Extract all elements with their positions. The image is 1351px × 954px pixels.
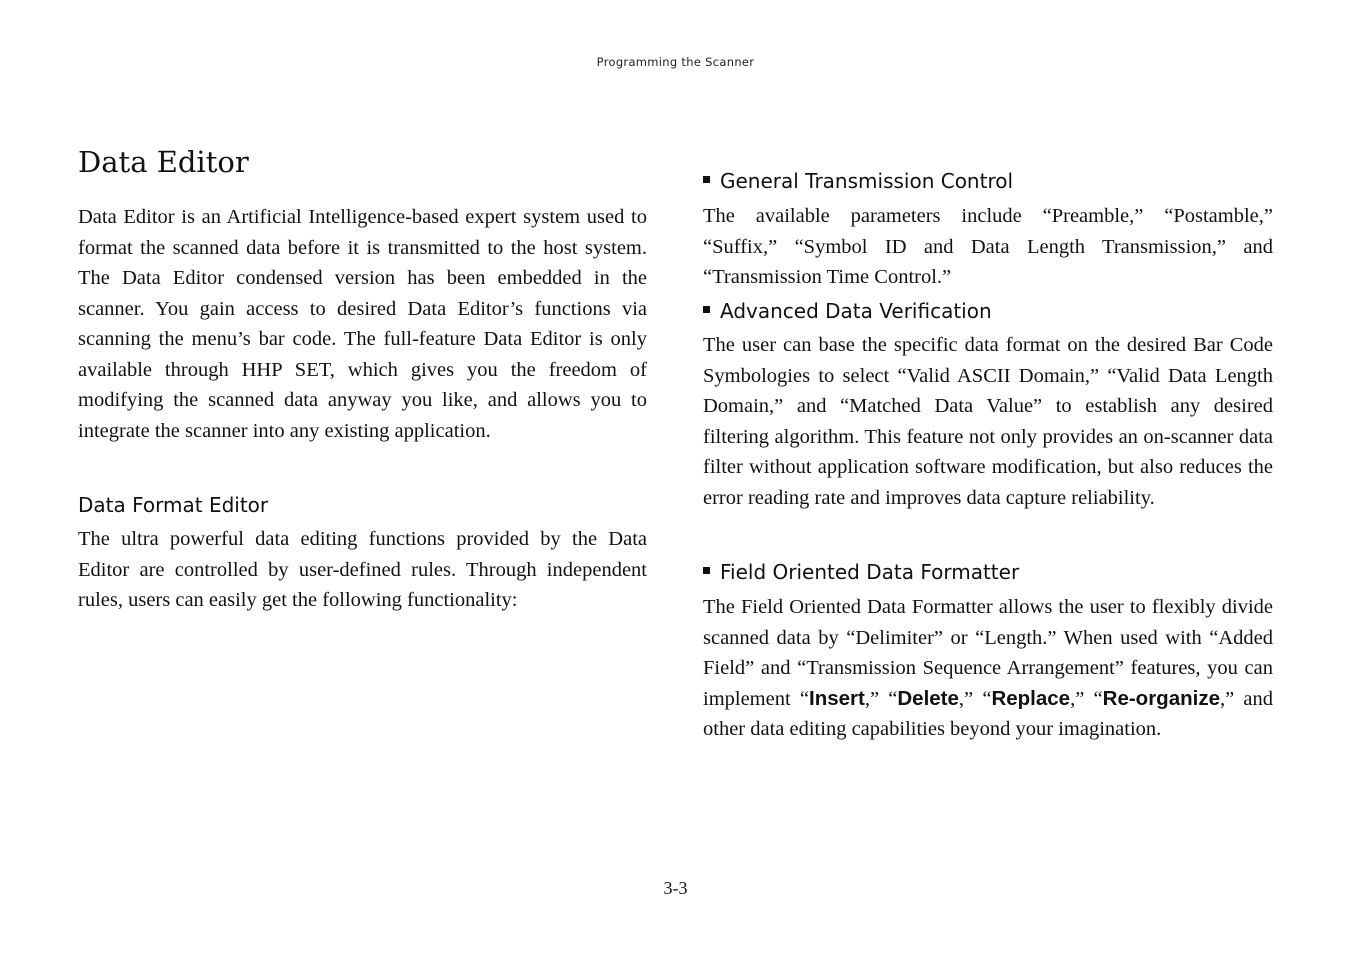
intro-paragraph: Data Editor is an Artificial Intelligence-based expert system used to format the scanned data before it is transmitted to the host system. The Data Editor condensed version has been embedded in the scanner. You gain access to desired Data Editor’s functions via scanning the menu’s bar code. The full-feature Data Editor is only available through HHP SET, which gives you the freedom of modifying the scanned data anyway you like, and allows you to integrate the scanner into any existing application. [78,206,647,442]
section-heading-data-format-editor: Data Format Editor [78,493,269,517]
page-title: Data Editor [78,145,249,179]
paragraph-text: The Field Oriented Data Formatter allows the user to flexibly divide scanned data by “Delimiter” or “Length.” When used with “Added Field” and “Transmission Sequence Arrangement” features, you can implement “ [703,596,1273,710]
paragraph-text: ,” “ [864,687,898,710]
keyword-replace: Replace [991,686,1071,710]
keyword-insert: Insert [809,686,865,710]
section-heading-advanced-data-verification [703,297,992,325]
general-transmission-control-paragraph: The available parameters include “Preamble,” “Postamble,” “Suffix,” “Symbol ID and Data Length Transmission,” and “Transmission Time Control.” [703,205,1273,288]
square-bullet-icon [703,306,710,313]
section-heading-general-transmission-control [703,167,1013,195]
advanced-data-verification-paragraph: The user can base the specific data format on the desired Bar Code Symbologies to select “Valid ASCII Domain,” “Valid Data Length Domain,” and “Matched Data Value” to establish any desired filtering algorithm. This feature not only provides an on-scanner data filter without application software modification, but also reduces the error reading rate and improves data capture reliability. [703,334,1273,509]
square-bullet-icon [703,176,710,183]
keyword-reorganize: Re-organize [1102,686,1220,710]
section-heading-field-oriented-data-formatter [703,558,1019,586]
data-format-editor-paragraph: The ultra powerful data editing functions provided by the Data Editor are controlled by user-defined rules. Through independent rules, users can easily get the following functionality: [78,528,647,611]
paragraph-text: ,” “ [1070,687,1103,710]
page-number: 3-3 [663,878,688,898]
paragraph-text: ,” and other data editing capabilities beyond your imagination. [703,687,1274,740]
paragraph-text: ,” “ [958,687,992,710]
keyword-delete: Delete [897,686,959,710]
square-bullet-icon [703,567,710,574]
running-header: Programming the Scanner [596,55,755,69]
field-oriented-data-formatter-paragraph [703,592,1273,745]
section-heading-label: Advanced Data Verification [720,299,992,323]
section-heading-label: Field Oriented Data Formatter [720,560,1020,584]
section-heading-label: General Transmission Control [720,169,1014,193]
